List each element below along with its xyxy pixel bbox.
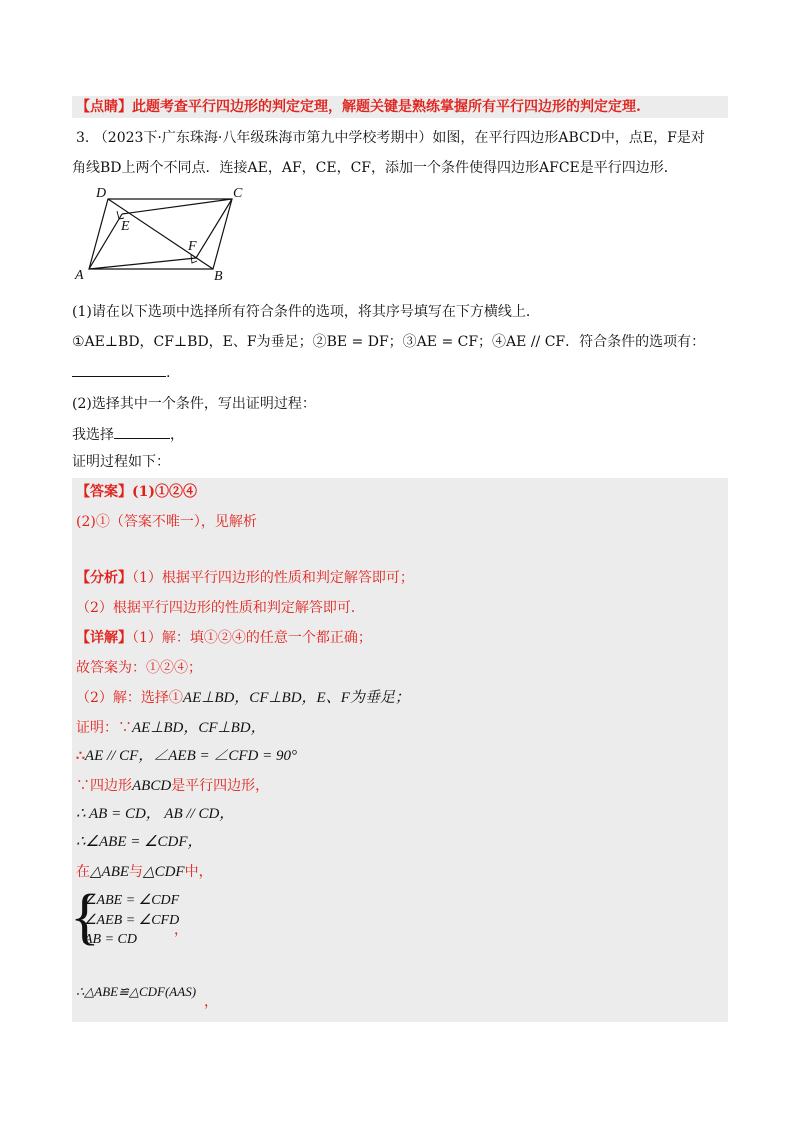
system-eq-1: ∠ABE = ∠CDF xyxy=(84,893,180,908)
label-c: C xyxy=(233,186,243,201)
detail-line-1 xyxy=(76,628,372,648)
detail-line6-prefix: ∵四边形 xyxy=(76,778,132,794)
label-b: B xyxy=(214,269,223,284)
detail-line5-math: AE // CF，∠AEB = ∠CFD = 90° xyxy=(84,748,297,764)
segment-af xyxy=(89,258,196,269)
detail-line9-tri2: △CDF xyxy=(143,864,185,880)
detail-line-6 xyxy=(76,776,269,796)
detail-line-5 xyxy=(76,746,297,766)
q2-choose-label: 我选择 xyxy=(72,427,114,443)
answer-line-1 xyxy=(76,482,197,502)
segment-ce xyxy=(122,199,232,214)
detail-line6-math: ABCD xyxy=(132,778,172,794)
detail-part1: （1）解：填①②④的任意一个都正确； xyxy=(132,630,372,646)
q2-choose-end: ， xyxy=(170,427,184,443)
analysis-line-1 xyxy=(76,568,414,588)
detail-conclusion-end: ， xyxy=(204,994,218,1010)
analysis-tag: 【分析】 xyxy=(76,570,132,586)
q2-choose-blank xyxy=(114,424,170,439)
detail-line-3 xyxy=(76,688,410,708)
label-d: D xyxy=(96,186,107,201)
detail-line4-prefix: 证明：∵ xyxy=(76,720,132,736)
analysis-line-2: （2）根据平行四边形的性质和判定解答即可． xyxy=(76,600,365,616)
dianjing-bar xyxy=(72,96,728,118)
q1-answer-blank xyxy=(72,362,170,383)
q2-proof-label: 证明过程如下： xyxy=(72,454,170,470)
detail-line-4 xyxy=(76,718,266,738)
detail-line4-math: AE⊥BD，CF⊥BD， xyxy=(132,720,266,736)
q2-line-1: (2)选择其中一个条件，写出证明过程： xyxy=(72,396,316,412)
segment-ae xyxy=(89,214,122,269)
detail-line3-prefix: （2）解：选择① xyxy=(76,690,183,706)
parallelogram-figure xyxy=(70,184,250,284)
detail-line-8: ∴∠ABE = ∠CDF， xyxy=(76,834,203,850)
detail-line9-mid: 与 xyxy=(129,864,144,880)
detail-line3-math: AE⊥BD，CF⊥BD，E、F为垂足； xyxy=(182,690,410,706)
q2-choose xyxy=(72,424,184,445)
label-f: F xyxy=(188,239,197,254)
detail-line5-prefix: ∴ xyxy=(76,748,85,764)
detail-line9-tri1: △ABE xyxy=(90,864,130,880)
right-angle-e xyxy=(117,211,124,219)
answer-line-2: (2)①（答案不唯一），见解析 xyxy=(76,514,257,530)
detail-line-7: ∴ AB = CD， AB // CD， xyxy=(76,806,235,822)
answer-tag: 【答案】 xyxy=(76,484,132,500)
answer-part1: (1)①②④ xyxy=(132,484,197,500)
system-end: ， xyxy=(174,922,188,938)
detail-line6-suffix: 是平行四边形， xyxy=(171,778,270,794)
dianjing-content: 此题考查平行四边形的判定定理，解题关键是熟练掌握所有平行四边形的判定定理. xyxy=(132,99,641,115)
label-a: A xyxy=(75,268,84,283)
problem-line-2: 角线BD上两个不同点．连接AE，AF，CE，CF，添加一个条件使得四边形AFCE是平行四边形． xyxy=(72,160,678,176)
system-brace: { xyxy=(70,883,100,951)
q1-blank-end: . xyxy=(166,365,171,381)
segment-cf xyxy=(196,199,232,258)
system-eq-2: ∠AEB = ∠CFD xyxy=(84,913,180,928)
detail-line9-prefix: 在 xyxy=(76,864,90,880)
q1-line-1: (1)请在以下选项中选择所有符合条件的选项，将其序号填写在下方横线上． xyxy=(72,304,540,320)
q1-blank-line xyxy=(72,362,166,377)
system-eq-3: AB = CD xyxy=(84,932,137,947)
q1-options: ①AE⊥BD，CF⊥BD，E、F为垂足；②BE = DF；③AE = CF；④AE // CF．符合条件的选项有： xyxy=(72,334,706,350)
dianjing-tag: 【点睛】 xyxy=(76,99,132,115)
detail-line-2: 故答案为：①②④； xyxy=(76,660,202,676)
detail-line-9 xyxy=(76,862,213,882)
detail-conclusion: ∴△ABE≌△CDF(AAS) xyxy=(76,984,197,999)
dianjing-text xyxy=(76,97,641,117)
problem-line-1: 3. （2023下·广东珠海·八年级珠海市第九中学校考期中）如图，在平行四边形ABCD中，点E，F是对 xyxy=(76,130,705,146)
label-e: E xyxy=(121,219,130,234)
detail-tag: 【详解】 xyxy=(76,630,132,646)
diagonal-bd xyxy=(108,199,213,269)
detail-line9-suffix: 中， xyxy=(184,864,213,880)
analysis-part1: （1）根据平行四边形的性质和判定解答即可； xyxy=(132,570,414,586)
